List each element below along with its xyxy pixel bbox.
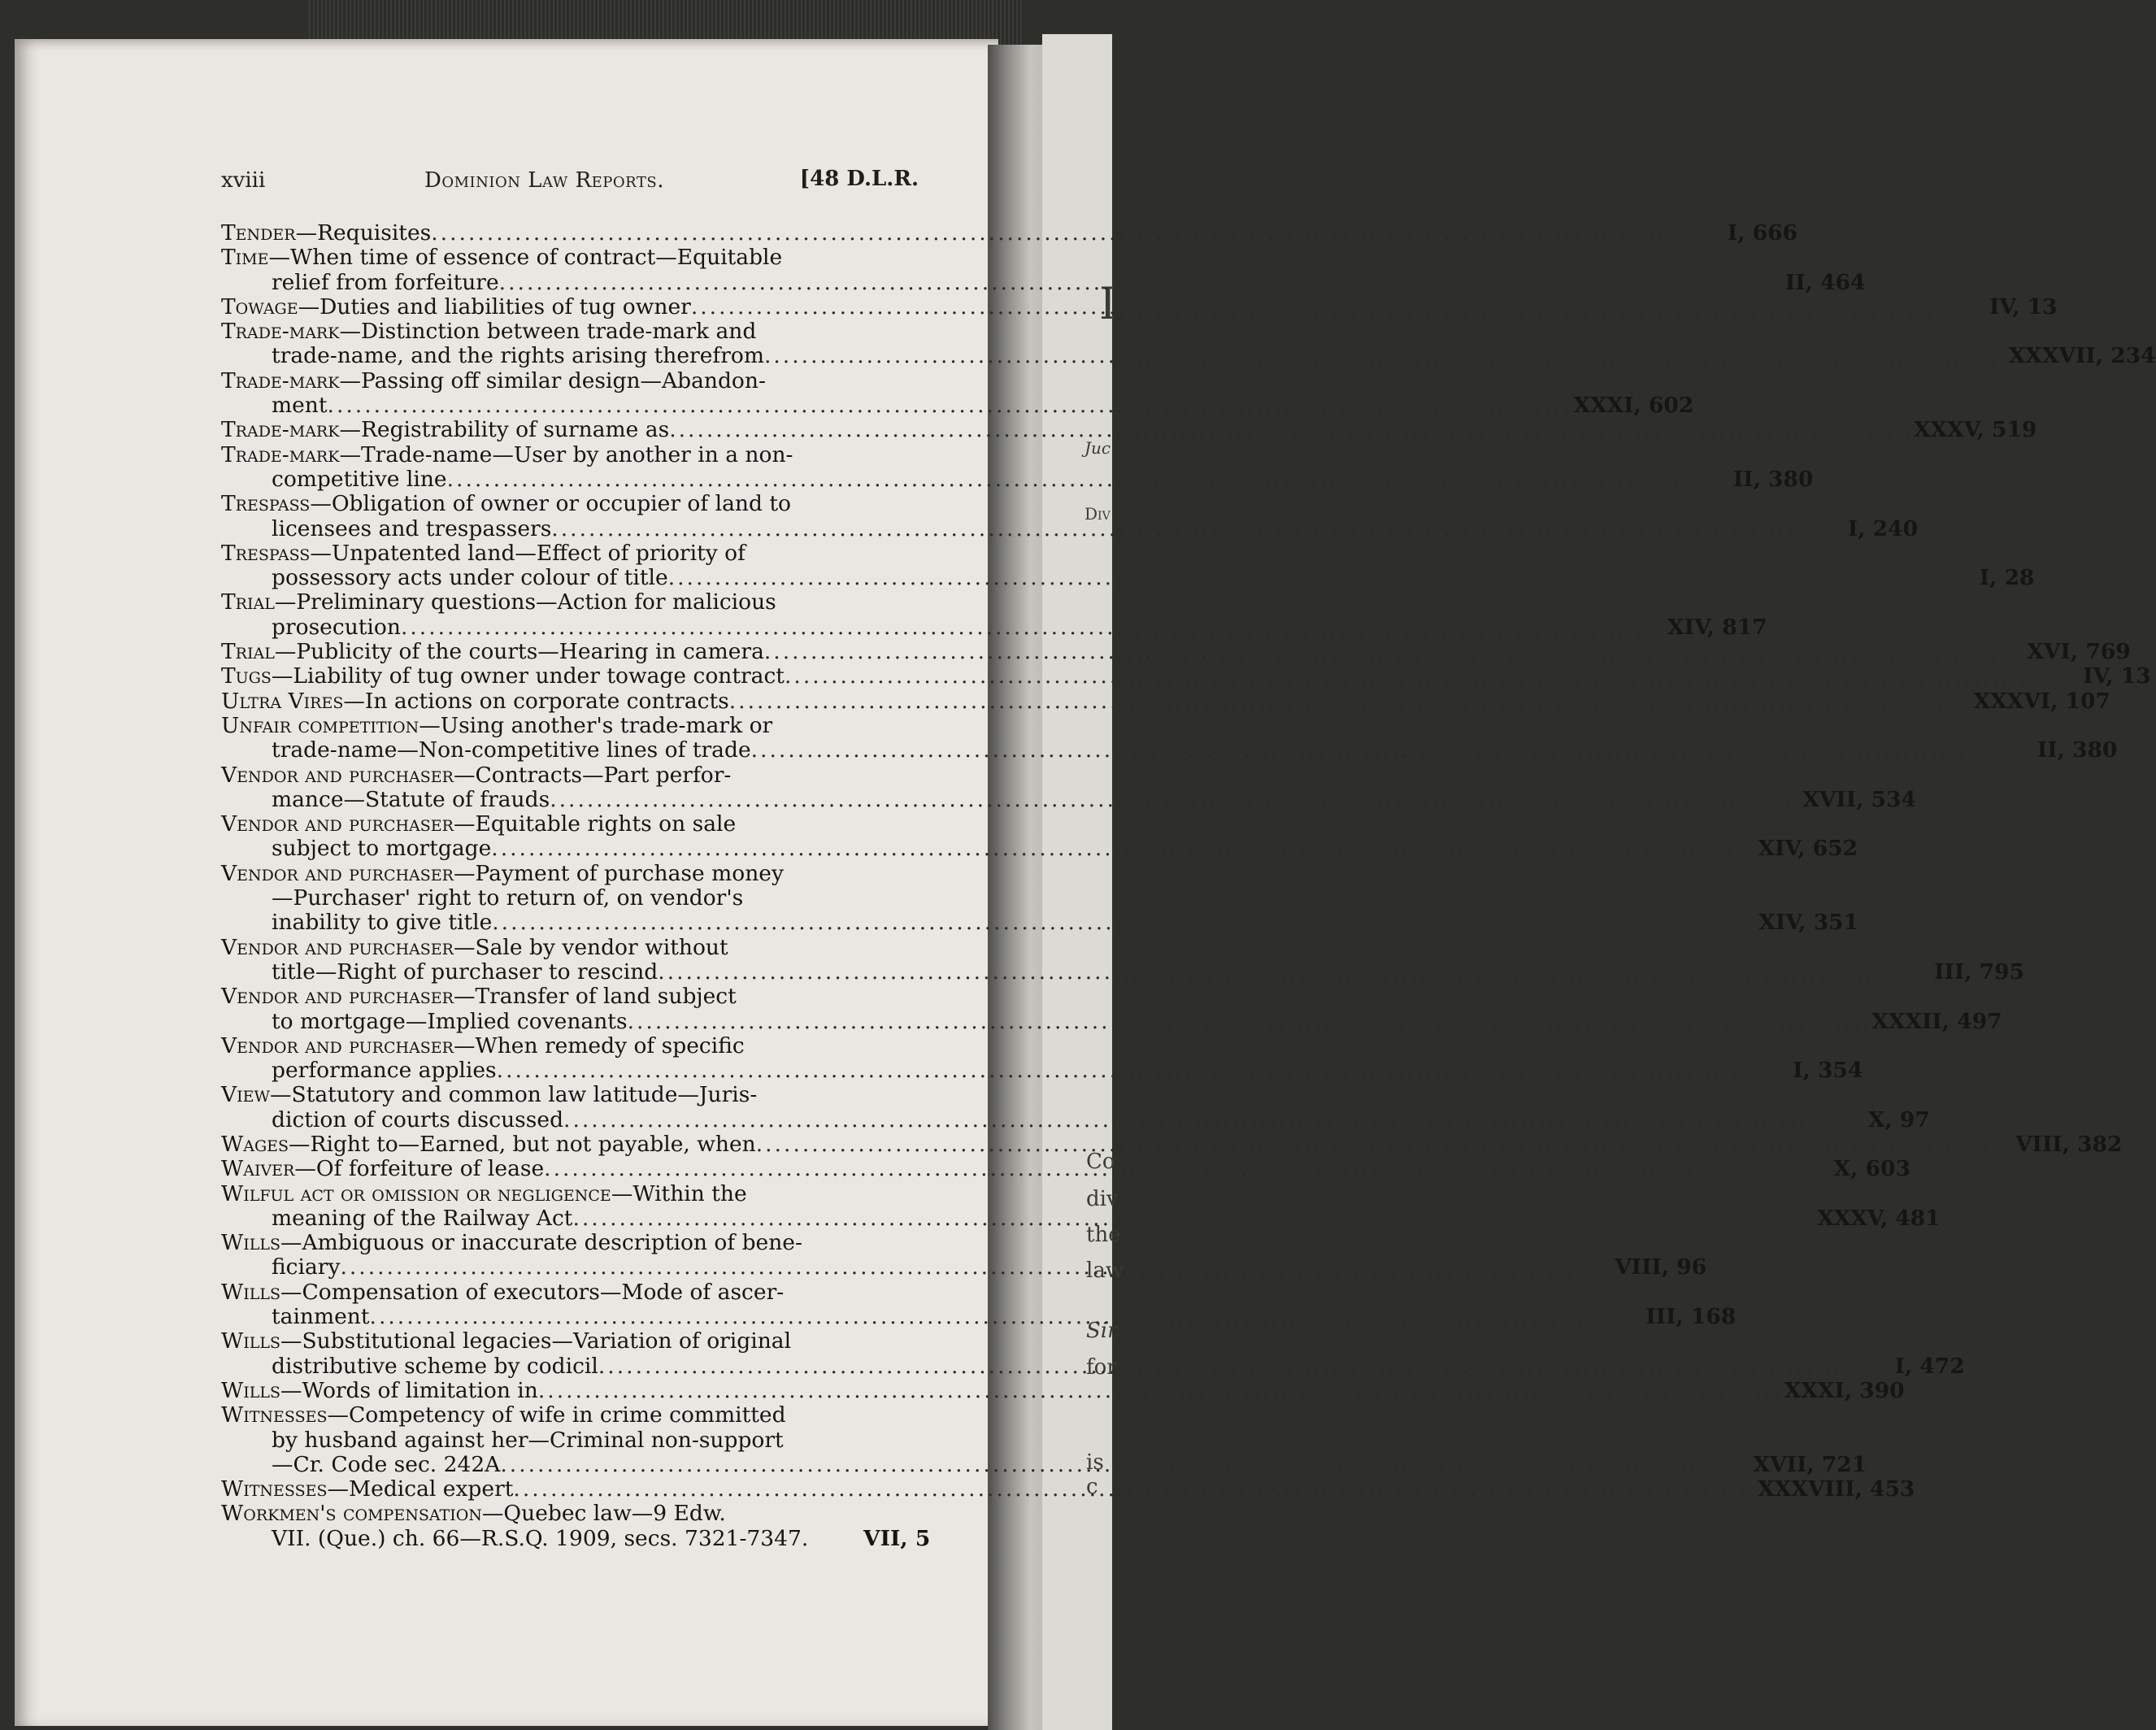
entry-line	[221, 639, 2131, 665]
dot-leader	[500, 1453, 1745, 1477]
entry-text-content	[272, 271, 499, 295]
entry-line	[221, 1182, 919, 1206]
entry-heading: Tender	[221, 220, 296, 246]
entry-heading: Towage	[221, 293, 298, 319]
entry-heading: Wilful act or omission or negligence	[221, 1180, 611, 1206]
entry-line	[221, 393, 1694, 419]
entry-description: mance—Statute of frauds	[272, 786, 550, 812]
entry-text-content	[221, 664, 785, 689]
entry-heading: Trade-mark	[221, 417, 340, 443]
entry-description: —Right to—Earned, but not payable, when	[289, 1131, 756, 1157]
dot-leader	[370, 1305, 1615, 1329]
entry-heading: Witnesses	[221, 1476, 328, 1502]
entry-reference: XXXV, 519	[1913, 417, 2037, 443]
entry-text-content	[272, 911, 492, 935]
entry-heading: Trial	[221, 589, 275, 615]
entry-line	[221, 862, 919, 886]
index-entry	[221, 589, 1767, 640]
entry-text	[272, 1305, 1614, 1329]
entry-line	[221, 737, 2118, 763]
entry-line	[221, 343, 2156, 369]
entry-reference: XXXI, 602	[1573, 393, 1694, 419]
entry-line	[221, 466, 1814, 492]
index-entry	[221, 860, 1859, 936]
entry-text-content	[272, 788, 550, 812]
entry-heading: Trial	[221, 639, 275, 665]
entry-description: —Registrability of surname as	[339, 417, 670, 443]
entry-text	[221, 295, 1936, 319]
entry-description: —Payment of purchase money	[453, 860, 784, 886]
entry-reference: III, 795	[1934, 958, 2025, 985]
entry-description: —Duties and liabilities of tug owner	[298, 293, 691, 319]
index-entry	[221, 688, 2110, 714]
entry-heading: Time	[221, 245, 269, 271]
entry-line	[221, 319, 919, 344]
dot-leader	[764, 640, 2009, 664]
entry-description: competitive line	[272, 466, 447, 492]
entry-text	[272, 467, 1691, 492]
entry-text	[272, 271, 1743, 295]
index-entry	[221, 811, 1858, 862]
entry-heading: Witnesses	[221, 1402, 328, 1428]
entry-description: trade-name—Non-competitive lines of trade	[272, 737, 751, 763]
entry-text	[272, 788, 1794, 812]
index-entry	[221, 663, 2151, 689]
entry-description: —Words of limitation in	[280, 1377, 538, 1403]
entry-text	[221, 1477, 1758, 1502]
index-entry	[221, 712, 2118, 763]
dot-leader	[328, 393, 1572, 418]
entry-heading: View	[221, 1082, 271, 1108]
entry-heading: Wills	[221, 1279, 280, 1305]
entry-line	[221, 1106, 1930, 1132]
entry-reference: IV, 13	[1989, 293, 2058, 319]
entry-reference: I, 666	[1727, 220, 1798, 246]
entry-text	[272, 344, 2009, 368]
index-entry	[221, 1279, 1737, 1330]
entry-description: —Distinction between trade-mark and	[339, 319, 757, 345]
entry-reference: VIII, 96	[1615, 1254, 1707, 1280]
entry-reference: XXXVII, 234	[2008, 343, 2156, 369]
entry-reference: IV, 13	[2083, 663, 2151, 689]
entry-line	[221, 763, 919, 788]
entry-heading: Trade-mark	[221, 367, 340, 393]
entry-description: —Ambiguous or inaccurate description of bene-	[280, 1230, 802, 1256]
entry-heading: Trade-mark	[221, 441, 340, 467]
dot-leader	[447, 467, 1692, 492]
entry-text-content	[272, 344, 764, 368]
dot-leader	[499, 271, 1744, 295]
entry-heading: Unfair competition	[221, 712, 419, 738]
entry-description: —Purchaser' right to return of, on vendor's	[272, 885, 744, 911]
entry-description: —Sale by vendor without	[453, 934, 728, 960]
index-entry	[221, 639, 2131, 665]
dot-leader	[497, 1058, 1741, 1083]
entry-text-content	[272, 393, 328, 418]
dot-leader	[538, 1379, 1783, 1403]
right-page-fragment: is c	[1086, 1450, 1104, 1499]
entry-description: diction of courts discussed	[272, 1106, 564, 1132]
entry-text	[221, 221, 1676, 246]
entry-text	[272, 393, 1571, 418]
entry-description: —Requisites	[295, 220, 432, 246]
entry-description: —When time of essence of contract—Equitable	[268, 245, 783, 271]
entry-reference: II, 380	[2036, 737, 2118, 763]
entry-description: —Preliminary questions—Action for malicious	[274, 589, 776, 615]
entry-description: —Statutory and common law latitude—Juris-	[270, 1082, 758, 1108]
dot-leader	[669, 418, 1914, 442]
entry-line	[221, 443, 919, 467]
entry-description: —Quebec law—9 Edw.	[481, 1501, 726, 1527]
entry-line	[221, 1377, 1905, 1403]
entry-heading: Vendor and purchaser	[221, 934, 454, 960]
entry-text	[272, 1058, 1741, 1083]
index-entry	[221, 1082, 1930, 1132]
dot-leader	[756, 1132, 2001, 1157]
index-entry	[221, 245, 1866, 295]
entry-line	[221, 714, 919, 738]
entry-heading: Waiver	[221, 1156, 295, 1182]
dot-leader	[492, 911, 1737, 935]
entry-description: —Trade-name—User by another in a non-	[339, 441, 793, 467]
entry-description: relief from forfeiture	[272, 269, 499, 295]
entry-text-content	[272, 837, 491, 861]
entry-description: ment	[272, 393, 328, 419]
entry-heading: Trespass	[221, 540, 311, 566]
entry-description: —Liability of tug owner under towage contract	[271, 663, 785, 689]
entry-heading: Vendor and purchaser	[221, 1032, 454, 1058]
entry-description: —Medical expert	[327, 1476, 514, 1502]
entry-text	[272, 1354, 1843, 1379]
entry-description: performance applies	[272, 1058, 497, 1084]
entry-text	[221, 689, 1974, 714]
entry-heading: Wages	[221, 1131, 289, 1157]
index-entry	[221, 1131, 2123, 1157]
entry-text-content	[221, 1477, 513, 1502]
entry-description: VII. (Que.) ch. 66—R.S.Q. 1909, secs. 7321-7347.	[272, 1525, 809, 1551]
index-entry	[221, 540, 2035, 591]
entry-reference: VIII, 382	[2015, 1131, 2123, 1157]
entry-text-content	[221, 640, 764, 664]
entry-description: —Publicity of the courts—Hearing in camera	[274, 639, 764, 665]
entry-text-content	[221, 1379, 538, 1403]
entry-text	[272, 1010, 1871, 1034]
entry-text	[272, 1453, 1745, 1477]
entry-line	[221, 417, 2037, 443]
entry-line	[221, 886, 919, 911]
entry-description: trade-name, and the rights arising therefrom	[272, 343, 764, 369]
right-page-fragment: I	[1099, 278, 1117, 329]
entry-line	[221, 369, 919, 393]
right-page-fragment: div	[1086, 1187, 1119, 1211]
entry-text	[221, 1132, 2001, 1157]
entry-description: meaning of the Railway Act	[272, 1205, 573, 1231]
entry-line	[221, 614, 1767, 640]
entry-text-content	[272, 566, 668, 590]
entry-line	[221, 1329, 919, 1354]
entry-text-content	[272, 1453, 500, 1477]
entry-text	[272, 837, 1736, 861]
entry-description: by husband against her—Criminal non-support	[272, 1427, 784, 1453]
entry-description: —Cr. Code sec. 242A	[272, 1451, 501, 1477]
right-page-fragment: law	[1086, 1258, 1124, 1283]
entry-reference: XIV, 652	[1758, 836, 1858, 862]
right-page-fragment: Juc	[1085, 438, 1111, 458]
dot-leader	[491, 837, 1736, 861]
entry-description: possessory acts under colour of title	[272, 565, 668, 591]
entry-line	[221, 1083, 919, 1107]
dot-leader	[785, 664, 2029, 689]
dot-leader	[550, 788, 1794, 812]
entry-description: —Passing off similar design—Abandon-	[339, 367, 766, 393]
entry-reference: I, 472	[1894, 1353, 1965, 1379]
dot-leader	[544, 1157, 1789, 1181]
entry-reference: XIV, 817	[1667, 614, 1767, 640]
entry-description: —In actions on corporate contracts	[343, 688, 729, 714]
entry-line	[221, 812, 919, 837]
entry-heading: Vendor and purchaser	[221, 984, 454, 1010]
entry-reference: XIV, 351	[1758, 910, 1859, 936]
entry-line	[221, 1428, 919, 1453]
entry-description: distributive scheme by codicil	[272, 1353, 598, 1379]
entry-text-content	[272, 738, 751, 763]
index-entry	[221, 1377, 1905, 1403]
entry-description: —Compensation of executors—Mode of ascer-	[280, 1279, 785, 1305]
entry-line	[221, 541, 919, 566]
entry-text-content	[272, 1058, 497, 1083]
entry-description: —Substitutional legacies—Variation of original	[280, 1328, 792, 1354]
entry-text	[272, 1206, 1817, 1231]
entry-heading: Workmen's compensation	[221, 1501, 482, 1527]
entry-line	[221, 688, 2110, 714]
entry-description: tainment	[272, 1304, 370, 1330]
right-page-fragment: for	[1086, 1355, 1117, 1380]
entry-heading: Wills	[221, 1377, 280, 1403]
entry-reference: III, 168	[1645, 1304, 1737, 1330]
entry-line	[221, 1502, 919, 1526]
index-entry	[221, 293, 2058, 319]
entry-heading: Trespass	[221, 491, 311, 517]
entry-text-content	[221, 1132, 756, 1157]
entry-text	[272, 1108, 1808, 1132]
entry-line	[221, 220, 1798, 246]
entry-description: —Competency of wife in crime committed	[327, 1402, 786, 1428]
index-entry	[221, 762, 1916, 813]
entry-text-content	[272, 615, 401, 640]
entry-heading: Tugs	[221, 663, 272, 689]
entry-line	[221, 1205, 1941, 1231]
entry-description: subject to mortgage	[272, 836, 492, 862]
entry-reference: XVII, 534	[1802, 786, 1916, 812]
entry-reference: XXXVI, 107	[1973, 688, 2110, 714]
dot-leader	[691, 295, 1936, 319]
entry-heading: Wills	[221, 1328, 280, 1354]
entry-reference: XXXV, 481	[1817, 1205, 1941, 1231]
entry-line	[221, 663, 2151, 689]
entry-description: —Transfer of land subject	[453, 984, 737, 1010]
entry-reference: II, 380	[1732, 466, 1814, 492]
entry-reference: II, 464	[1784, 269, 1866, 295]
entry-description: inability to give title	[272, 910, 493, 936]
dot-leader	[340, 1255, 1584, 1280]
entry-text-content	[221, 1157, 544, 1181]
entry-reference: X, 97	[1867, 1106, 1930, 1132]
entry-line	[221, 246, 919, 270]
entry-reference: I, 240	[1847, 515, 1919, 541]
index-entry	[221, 984, 2002, 1034]
entry-line	[221, 1008, 2002, 1034]
index-entry	[221, 367, 1694, 419]
entry-line	[221, 1131, 2123, 1157]
index-entry	[221, 220, 1798, 246]
entry-heading: Wills	[221, 1230, 280, 1256]
entry-line	[221, 590, 919, 615]
entry-line	[221, 269, 1866, 295]
entry-reference: XXXVIII, 453	[1758, 1476, 1915, 1502]
entry-text	[272, 615, 1645, 640]
entry-heading: Vendor and purchaser	[221, 762, 454, 788]
entry-line	[221, 1304, 1737, 1330]
entry-description: licensees and trespassers	[272, 515, 552, 541]
entry-text-content	[221, 221, 431, 246]
entry-text-content	[272, 960, 658, 985]
entry-heading: Trade-mark	[221, 319, 340, 345]
entry-reference: I, 28	[1979, 565, 2035, 591]
entry-description: —Equitable rights on sale	[453, 811, 737, 837]
entry-text	[272, 566, 1912, 590]
running-title: Dominion Law Reports.	[424, 168, 664, 193]
dot-leader	[764, 344, 2009, 368]
entry-description: ficiary	[272, 1254, 341, 1280]
entry-heading: Ultra Vires	[221, 688, 344, 714]
entry-text	[221, 1379, 1783, 1403]
entry-text-content	[221, 418, 669, 442]
entry-line	[221, 1058, 1863, 1084]
dot-leader	[563, 1108, 1808, 1132]
entry-reference: XXXI, 390	[1784, 1377, 1905, 1403]
dot-leader	[598, 1354, 1843, 1379]
entry-line	[221, 936, 919, 960]
entry-line	[221, 492, 919, 516]
right-page-fragment: Sir	[1086, 1319, 1118, 1343]
index-entry	[221, 319, 2156, 369]
right-page-fragment: Div	[1085, 504, 1111, 524]
entry-text-content	[272, 1255, 340, 1280]
entry-line	[221, 1231, 919, 1255]
entry-description: —Obligation of owner or occupier of land to	[310, 491, 791, 517]
entry-reference: X, 603	[1833, 1156, 1910, 1182]
entry-text	[272, 911, 1737, 935]
entry-line	[221, 958, 2025, 985]
entry-reference: XXXII, 497	[1871, 1008, 2002, 1034]
entry-text-content	[272, 1206, 572, 1231]
dot-leader	[658, 960, 1902, 985]
entry-text-content	[272, 517, 551, 541]
entry-text-content	[272, 1354, 598, 1379]
entry-reference: XVI, 769	[2027, 639, 2131, 665]
entry-line	[221, 836, 1858, 862]
dot-leader	[572, 1206, 1817, 1231]
entry-text	[221, 418, 1914, 442]
entry-heading: Vendor and purchaser	[221, 811, 454, 837]
entry-text	[272, 738, 1995, 763]
entry-description: —Of forfeiture of lease	[294, 1156, 545, 1182]
entry-text-content	[272, 1527, 808, 1551]
entry-text-content	[272, 1305, 370, 1329]
dot-leader	[551, 517, 1796, 541]
index-entry	[221, 934, 2025, 985]
right-page-fragment: the	[1086, 1223, 1121, 1247]
dot-leader	[401, 615, 1645, 640]
entry-text-content	[272, 1010, 628, 1034]
dot-leader	[513, 1477, 1758, 1502]
entry-text-content	[221, 689, 729, 714]
entry-description: —Using another's trade-mark or	[419, 712, 773, 738]
entry-text	[221, 664, 2029, 689]
entry-text-content	[272, 1108, 563, 1132]
page-number: xviii	[221, 168, 266, 193]
dot-leader	[668, 566, 1913, 590]
entry-text-content	[272, 467, 447, 492]
entry-text	[272, 960, 1902, 985]
entry-text	[272, 1527, 808, 1551]
entry-reference: I, 354	[1793, 1058, 1863, 1084]
entry-line	[221, 910, 1859, 936]
entry-line	[221, 1476, 1915, 1502]
entry-text	[221, 640, 2009, 664]
index-entry	[221, 1501, 931, 1551]
index-entry	[221, 1032, 1863, 1084]
right-page-fragment: Co	[1086, 1150, 1115, 1174]
dot-leader	[628, 1010, 1872, 1034]
entry-description: —Within the	[611, 1180, 747, 1206]
index-entry	[221, 1476, 1915, 1502]
entry-text	[221, 1157, 1789, 1181]
index-entry	[221, 417, 2037, 443]
entry-line	[221, 1403, 919, 1428]
entry-reference: VII, 5	[863, 1525, 931, 1551]
entry-text	[272, 1255, 1584, 1280]
entry-text-content	[221, 295, 691, 319]
entry-description: title—Right of purchaser to rescind	[272, 958, 659, 985]
running-header	[221, 167, 919, 199]
entry-description: prosecution	[272, 614, 401, 640]
dot-leader	[729, 689, 1974, 714]
entry-description: —Unpatented land—Effect of priority of	[310, 540, 745, 566]
dot-leader	[751, 738, 1996, 763]
entry-line	[221, 1034, 919, 1058]
volume-reference: [48 D.L.R.	[799, 167, 919, 191]
entry-text	[272, 517, 1796, 541]
entry-reference: XVII, 721	[1753, 1451, 1867, 1477]
entry-description: to mortgage—Implied covenants	[272, 1008, 628, 1034]
entry-description: —When remedy of specific	[453, 1032, 745, 1058]
entry-heading: Vendor and purchaser	[221, 860, 454, 886]
entry-line	[221, 786, 1916, 812]
entry-line	[221, 565, 2035, 591]
entry-line	[221, 1525, 931, 1551]
entry-line	[221, 1280, 919, 1305]
dot-leader	[431, 221, 1676, 246]
entry-line	[221, 985, 919, 1009]
entry-description: —Contracts—Part perfor-	[453, 762, 732, 788]
entry-line	[221, 515, 1919, 541]
entry-line	[221, 293, 2058, 319]
